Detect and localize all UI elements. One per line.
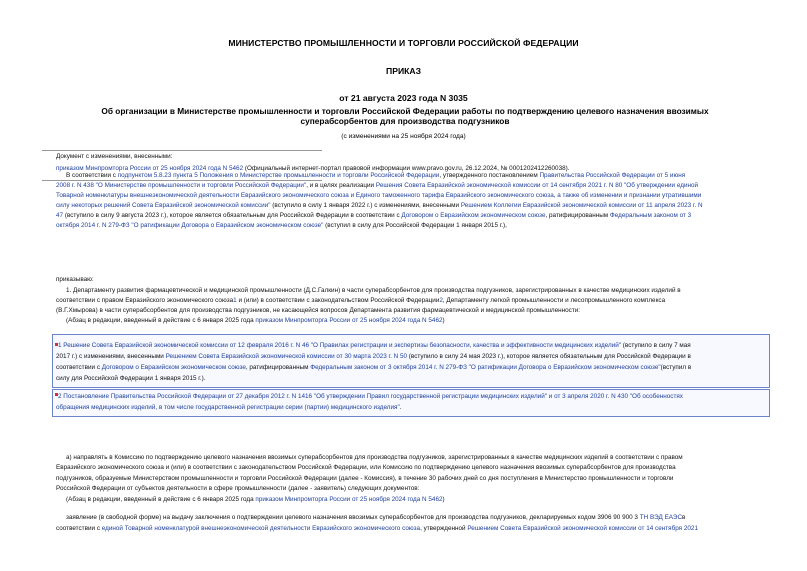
text-line [58,392,683,402]
document-link[interactable]: Решением Коллегии Евразийской экономической комиссии от 11 апреля 2023 г. N [460,201,703,209]
document-link[interactable]: обращения медицинских изделий, в том числе государственной регистрации серии (партии) медицинского изделия" [56,404,400,411]
text-run: 1. Департаменту развития фармацевтической и медицинской промышленности (Д.С.Галкин) в части суперабсорбентов для производства подгузников, зарегистрированных в качестве медицинских изделий в [66,287,681,294]
date-number-heading: от 21 августа 2023 года N 3035 [339,93,468,103]
document-link[interactable]: Решения Совета Евразийской экономической комиссии от 14 сентября 2021 г. N 80 "Об утверждении единой [375,181,699,189]
document-title [60,106,750,126]
document-link[interactable]: Федеральным законом от 3 [609,211,692,219]
document-link[interactable]: единой Товарной номенклатурой внешнеэкономической деятельности Евразийского экономического союза [101,524,421,532]
changes-label: Документ с изменениями, внесенными: [56,153,173,160]
text-run: подгузников, образуемые Министерством промышленности и торговли Российской Федерации (далее - Комиссия), в течение 30 рабочих дней со дня поступления в Министерство промышленности и торговли [56,474,674,482]
text-run: , ратифицированным [545,211,610,219]
text-line [56,363,691,373]
order-word: приказываю: [56,276,94,283]
text-run: (вступило в силу 24 мая 2023 г.), которое является обязательным для Российской Федерации в [407,353,691,360]
text-run: 2017 г.) с изменениями, внесенными [56,353,166,360]
text-run: , и в целях реализации [306,181,376,189]
text-line [56,463,676,473]
text-line [66,171,685,181]
doc-type-heading: ПРИКАЗ [386,66,421,76]
text-run: ) [442,495,445,503]
text-run: ) [442,317,445,325]
text-run: (Абзац в редакции, введенный в действие с 6 января 2025 года [66,317,256,325]
text-run: заявление (в свободной форме) на выдачу заключения о подтверждении целевого назначения ввозимых суперабсорбентов для производства подгузников, декларируемых кодом 3906 90 900 3 [66,514,640,521]
document-link[interactable]: приказом Минпромторга России от 25 ноября 2024 года N 5462 [255,495,443,503]
text-run: Евразийского экономического союза и (или) в соответствии с законодательством Российской Федерации, или Комиссию по подтверждению целевого назначения ввозимых суперабсорбентов для производства [56,464,676,472]
document-link[interactable]: и от 3 апреля 2020 г. N 430 "Об особенностях [547,393,683,400]
text-run: соответствии с [56,524,102,532]
text-run: соответствии с правом Евразийского экономического союза [56,297,234,305]
text-line [56,201,703,211]
text-line [56,484,419,494]
document-link[interactable]: 47 [56,211,64,219]
text-run: (вступил в силу для Российской Федерации 1 января 2015 г.), [323,221,507,229]
document-link[interactable]: Решение Совета Евразийской экономической комиссии от 12 февраля 2016 г. N 46 "О Правилах регистрации и экспертизы безопасности, качества и эффективности медицинских изделий" [63,342,622,349]
title-line-2: суперабсорбентов для производства подгузников [300,116,510,126]
text-run: в [682,514,686,521]
text-run: и (или) в соответствии с законодательством Российской Федерации [236,297,440,305]
text-run: , Департаменту легкой промышленности и лесопромышленного комплекса [442,297,666,305]
text-line [56,474,673,484]
divider-top [42,150,322,151]
text-line [66,495,445,505]
text-run: (вступило в силу 1 января 2022 г.) с изменениями, внесенными [270,201,461,209]
text-line [56,296,665,306]
document-link[interactable]: октября 2014 г. N 279-ФЗ "О ратификации Договора о Евразийском экономическом союзе" [56,221,324,229]
text-run: (вступило в силу 9 августа 2023 г.), которое является обязательным для Российской Федерации в соответствии с [63,211,402,219]
document-link[interactable]: силу некоторых решений Совета Евразийской экономической комиссии" [56,201,271,209]
text-line [56,374,205,384]
amendment-link[interactable]: приказом Минпромторга России от 25 ноября 2024 года N 5462 [56,165,244,172]
document-link[interactable]: приказом Минпромторга России от 25 ноября 2024 года N 5462 [255,317,443,325]
text-run: Российской Федерации от субъектов деятельности в сфере промышленности (далее - заявитель) следующих документов: [56,485,420,493]
text-run: соответствии с [56,364,102,371]
text-line [56,191,701,201]
document-link[interactable]: 1 [233,297,237,305]
text-line [66,453,683,463]
text-line [66,513,685,523]
text-line [56,403,402,413]
text-line [56,181,698,191]
text-run: . [399,404,402,411]
text-line [56,221,507,231]
text-run: (вступил в [660,364,692,371]
document-link[interactable]: 1 [58,342,62,349]
text-run: (В.Г.Хмырова) в части суперабсорбентов для производства подгузников, не касающейся вопросов Департамента развития фармацевтической и медицинской промышленности: [56,307,581,315]
title-line-1: Об организации в Министерстве промышленности и торговли Российской Федерации работы по подтверждению целевого назначения ввозимых [101,106,709,116]
text-run: , утвержденного постановлением [439,172,540,179]
document-link[interactable]: Договором о Евразийском экономическом союзе [401,211,546,219]
document-link[interactable]: ТН ВЭД ЕАЭС [639,514,683,521]
text-run: а) направлять в Комиссию по подтверждению целевого назначения ввозимых суперабсорбентов для производства подгузников, зарегистрированных в качестве медицинских изделий в соответствии с правом [66,454,683,461]
text-run: В соответствии с [66,172,118,179]
document-link[interactable]: Федеральным законом от 3 октября 2014 г. N 279-ФЗ "О ратификации Договора о Евразийском экономическом союзе" [310,364,661,371]
text-line [56,306,580,316]
document-link[interactable]: Договором о Евразийском экономическом союзе [101,364,246,371]
text-line [66,286,681,296]
changes-rest: (Официальный интернет-портал правовой информации www.pravo.gov.ru, 26.12.2024, № 0001202412260038). [243,165,570,172]
document-link[interactable]: Решением Совета Евразийской экономической комиссии от 30 марта 2023 г. N 50 [165,353,408,360]
text-run: (Абзац в редакции, введенный в действие с 6 января 2025 года [66,495,256,503]
document-link[interactable]: 2008 г. N 438 "О Министерстве промышленности и торговли Российской Федерации" [56,181,307,189]
text-line [56,352,691,362]
text-line [56,211,691,221]
document-link[interactable]: Постановление Правительства Российской Федерации от 27 декабря 2012 г. N 1416 "Об утверждении Правил государственной регистрации медицинских изделий" [63,393,548,400]
text-run: (вступило в силу 7 мая [621,342,691,349]
document-link[interactable]: подпунктом 5.8.23 пункта 5 Положения о Министерстве промышленности и торговли Российской Федерации [117,172,440,179]
document-link[interactable]: 2 [439,297,443,305]
text-run: , ратифицированным [245,364,311,371]
text-run: силу для Российской Федерации 1 января 2015 г.). [56,375,206,382]
ministry-heading: МИНИСТЕРСТВО ПРОМЫШЛЕННОСТИ И ТОРГОВЛИ РОССИЙСКОЙ ФЕДЕРАЦИИ [228,38,579,48]
text-line [56,524,698,534]
document-link[interactable]: Правительства Российской Федерации от 5 июня [539,172,686,179]
text-line [66,316,445,326]
document-link[interactable]: Решением Совета Евразийской экономической комиссии от 14 сентября 2021 [467,524,698,532]
text-run: , утвержденной [420,524,468,532]
document-link[interactable]: 2 [58,393,62,400]
changes-note: (с изменениями на 25 ноября 2024 года) [341,133,466,140]
text-line [58,341,691,351]
document-link[interactable]: Товарной номенклатуры внешнеэкономической деятельности Евразийского экономического союза и Единого таможенного тарифа Евразийского экономического союза, а также об изменении и признании утратившими [56,191,702,199]
